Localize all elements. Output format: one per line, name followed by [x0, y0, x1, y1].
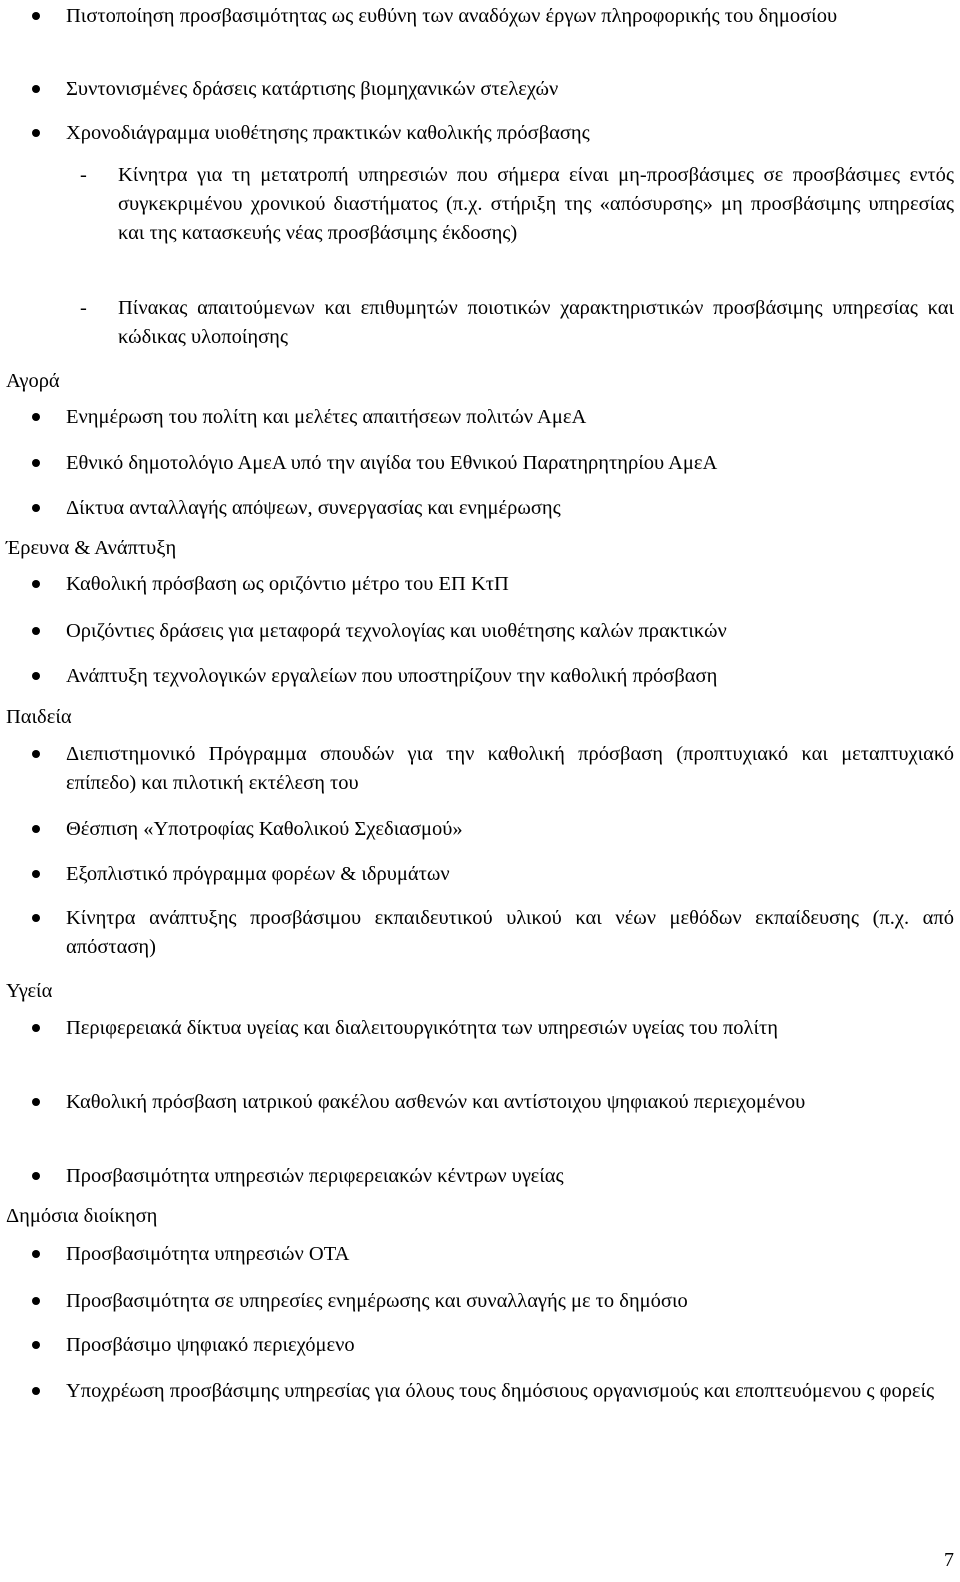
list-item: Κίνητρα ανάπτυξης προσβάσιμου εκπαιδευτικού υλικού και νέων μεθόδων εκπαίδευσης (π.χ. από απόσταση)	[66, 904, 954, 962]
list-item: Πιστοποίηση προσβασιμότητας ως ευθύνη των αναδόχων έργων πληροφορικής του δημοσίου	[66, 2, 954, 31]
list-item: Εξοπλιστικό πρόγραμμα φορέων & ιδρυμάτων	[66, 860, 954, 889]
list-item: Υποχρέωση προσβάσιμης υπηρεσίας για όλους τους δημόσιους οργανισμούς και εποπτευόμενου ς φορείς	[66, 1377, 954, 1406]
list-item: Ενημέρωση του πολίτη και μελέτες απαιτήσεων πολιτών ΑμεΑ	[66, 403, 954, 432]
list-item: Διεπιστημονικό Πρόγραμμα σπουδών για την καθολική πρόσβαση (προπτυχιακό και μεταπτυχιακό επίπεδο) και πιλοτική εκτέλεση του	[66, 740, 954, 798]
dash-marker: -	[80, 297, 87, 319]
page-number: 7	[944, 1549, 954, 1571]
sub-list-item-text: Πίνακας απαιτούμενων και επιθυμητών ποιοτικών χαρακτηριστικών προσβάσιμης υπηρεσίας και κώδικας υλοποίησης	[118, 297, 954, 348]
section-heading: Δημόσια διοίκηση	[6, 1205, 158, 1227]
list-item: Συντονισμένες δράσεις κατάρτισης βιομηχανικών στελεχών	[66, 75, 954, 104]
section-heading: Αγορά	[6, 370, 60, 392]
section-heading: Παιδεία	[6, 706, 72, 728]
list-item: Περιφερειακά δίκτυα υγείας και διαλειτουργικότητα των υπηρεσιών υγείας του πολίτη	[66, 1014, 954, 1043]
dash-marker: -	[80, 164, 87, 186]
sub-list-item-text: Κίνητρα για τη μετατροπή υπηρεσιών που σήμερα είναι μη-προσβάσιμες σε προσβάσιμες εντός συγκεκριμένου χρονικού διαστήματος (π.χ. στήριξη της «απόσυρσης» μη προσβάσιμης υπηρεσίας και της κατασκευής νέας προσβάσιμης έκδοσης)	[118, 164, 954, 244]
list-item: Προσβάσιμο ψηφιακό περιεχόμενο	[66, 1331, 954, 1360]
list-item: Εθνικό δημοτολόγιο ΑμεΑ υπό την αιγίδα του Εθνικού Παρατηρητηρίου ΑμεΑ	[66, 449, 954, 478]
list-item: Χρονοδιάγραμμα υιοθέτησης πρακτικών καθολικής πρόσβασης	[66, 119, 954, 148]
sub-list-item	[80, 294, 954, 352]
section-heading: Υγεία	[6, 980, 53, 1002]
list-item: Ανάπτυξη τεχνολογικών εργαλείων που υποστηρίζουν την καθολική πρόσβαση	[66, 662, 954, 691]
list-item: Καθολική πρόσβαση ιατρικού φακέλου ασθενών και αντίστοιχου ψηφιακού περιεχομένου	[66, 1088, 954, 1117]
sub-list-item	[80, 161, 954, 248]
section-heading: Έρευνα & Ανάπτυξη	[6, 537, 177, 559]
list-item: Προσβασιμότητα υπηρεσιών περιφερειακών κέντρων υγείας	[66, 1162, 954, 1191]
list-item: Οριζόντιες δράσεις για μεταφορά τεχνολογίας και υιοθέτησης καλών πρακτικών	[66, 617, 954, 646]
list-item: Προσβασιμότητα υπηρεσιών ΟΤΑ	[66, 1240, 954, 1269]
list-item: Θέσπιση «Υποτροφίας Καθολικού Σχεδιασμού»	[66, 815, 954, 844]
list-item: Προσβασιμότητα σε υπηρεσίες ενημέρωσης και συναλλαγής με το δημόσιο	[66, 1287, 954, 1316]
list-item: Καθολική πρόσβαση ως οριζόντιο μέτρο του ΕΠ ΚτΠ	[66, 570, 954, 599]
list-item: Δίκτυα ανταλλαγής απόψεων, συνεργασίας και ενημέρωσης	[66, 494, 954, 523]
